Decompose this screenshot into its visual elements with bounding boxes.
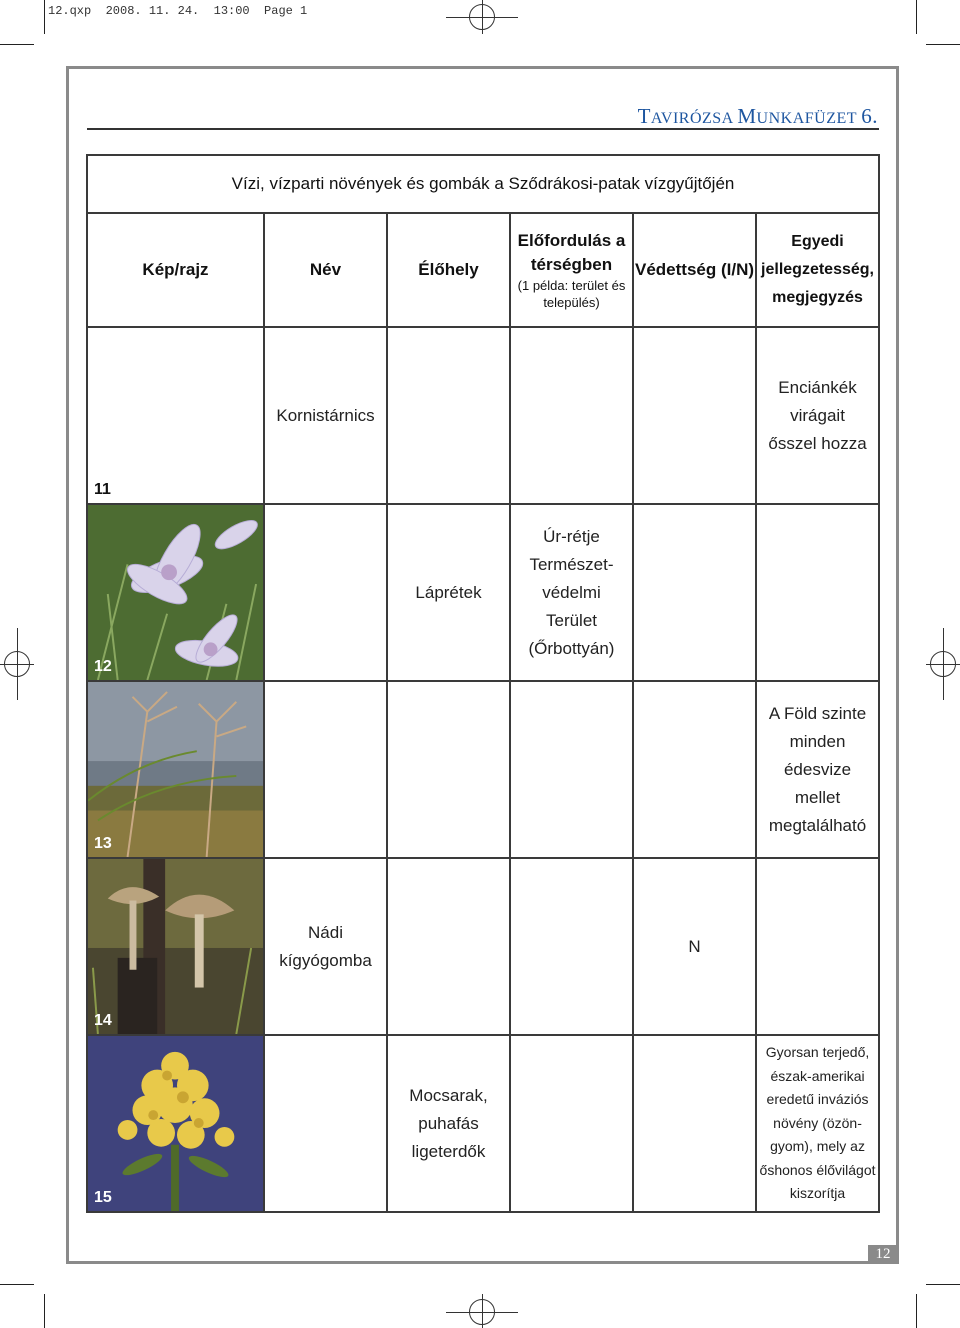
- goldenrod-photo: [88, 1036, 263, 1211]
- crop-mark: [44, 0, 45, 34]
- crop-mark: [926, 44, 960, 45]
- row-number: 12: [94, 658, 112, 675]
- crop-mark: [44, 1294, 45, 1328]
- header-occurrence: Előfordulás a térségben (1 példa: terület és település): [510, 213, 633, 327]
- series-rule: [87, 128, 879, 130]
- remarks-cell: Enciánkék virágait ősszel hozza: [756, 327, 879, 504]
- print-slug: 12.qxp 2008. 11. 24. 13:00 Page 1: [48, 4, 308, 18]
- series-title: TAVIRÓZSA MUNKAFÜZET 6.: [637, 104, 878, 128]
- mushroom-photo: [88, 859, 263, 1034]
- table-row: [87, 504, 879, 681]
- occurrence-cell: Úr-rétje Természet- védelmi Terület (Őrbottyán): [510, 504, 633, 681]
- name-cell: [264, 504, 387, 681]
- table-row: [87, 327, 879, 504]
- photo-cell: [87, 681, 264, 858]
- carnation-photo: [88, 505, 263, 680]
- habitat-cell: Láprétek: [387, 504, 510, 681]
- crop-mark: [916, 0, 917, 34]
- table-title: Vízi, vízparti növények és gombák a Sződrákosi-patak vízgyűjtőjén: [87, 155, 879, 213]
- name-cell: [264, 1035, 387, 1212]
- remarks-cell: [756, 504, 879, 681]
- table-row: [87, 858, 879, 1035]
- crop-mark: [916, 1294, 917, 1328]
- occurrence-cell: [510, 858, 633, 1035]
- crop-mark: [926, 1284, 960, 1285]
- protection-cell: [633, 327, 756, 504]
- name-cell: Nádi kígyógomba: [264, 858, 387, 1035]
- occurrence-cell: [510, 327, 633, 504]
- occurrence-cell: [510, 1035, 633, 1212]
- habitat-cell: [387, 681, 510, 858]
- row-number: 14: [94, 1012, 112, 1029]
- page-number: 12: [868, 1245, 898, 1263]
- header-protection: Védettség (I/N): [633, 213, 756, 327]
- occurrence-cell: [510, 681, 633, 858]
- photo-cell: [87, 1035, 264, 1212]
- remarks-cell: [756, 858, 879, 1035]
- protection-cell: N: [633, 858, 756, 1035]
- remarks-cell: Gyorsan terjedő, észak-amerikai eredetű inváziós növény (özön- gyom), mely az őshonos élővilágot kiszorítja: [756, 1035, 879, 1212]
- photo-cell: [87, 504, 264, 681]
- table-row: [87, 681, 879, 858]
- photo-cell: [87, 858, 264, 1035]
- protection-cell: [633, 504, 756, 681]
- header-name: Név: [264, 213, 387, 327]
- worksheet-table: [86, 154, 880, 1213]
- row-number: 13: [94, 835, 112, 852]
- image-cell-empty: [87, 327, 264, 504]
- name-cell: [264, 681, 387, 858]
- header-remarks: Egyedi jellegzetesség, megjegyzés: [756, 213, 879, 327]
- crop-mark: [0, 44, 34, 45]
- reed-photo: [88, 682, 263, 857]
- name-cell: Kornistárnics: [264, 327, 387, 504]
- habitat-cell: Mocsarak, puhafás ligeterdők: [387, 1035, 510, 1212]
- protection-cell: [633, 681, 756, 858]
- remarks-cell: A Föld szinte minden édesvize mellet megtalálható: [756, 681, 879, 858]
- protection-cell: [633, 1035, 756, 1212]
- row-number: 11: [94, 481, 111, 498]
- table-row: [87, 1035, 879, 1212]
- crop-mark: [0, 1284, 34, 1285]
- habitat-cell: [387, 327, 510, 504]
- row-number: 15: [94, 1189, 112, 1206]
- header-habitat: Élőhely: [387, 213, 510, 327]
- habitat-cell: [387, 858, 510, 1035]
- header-image: Kép/rajz: [87, 213, 264, 327]
